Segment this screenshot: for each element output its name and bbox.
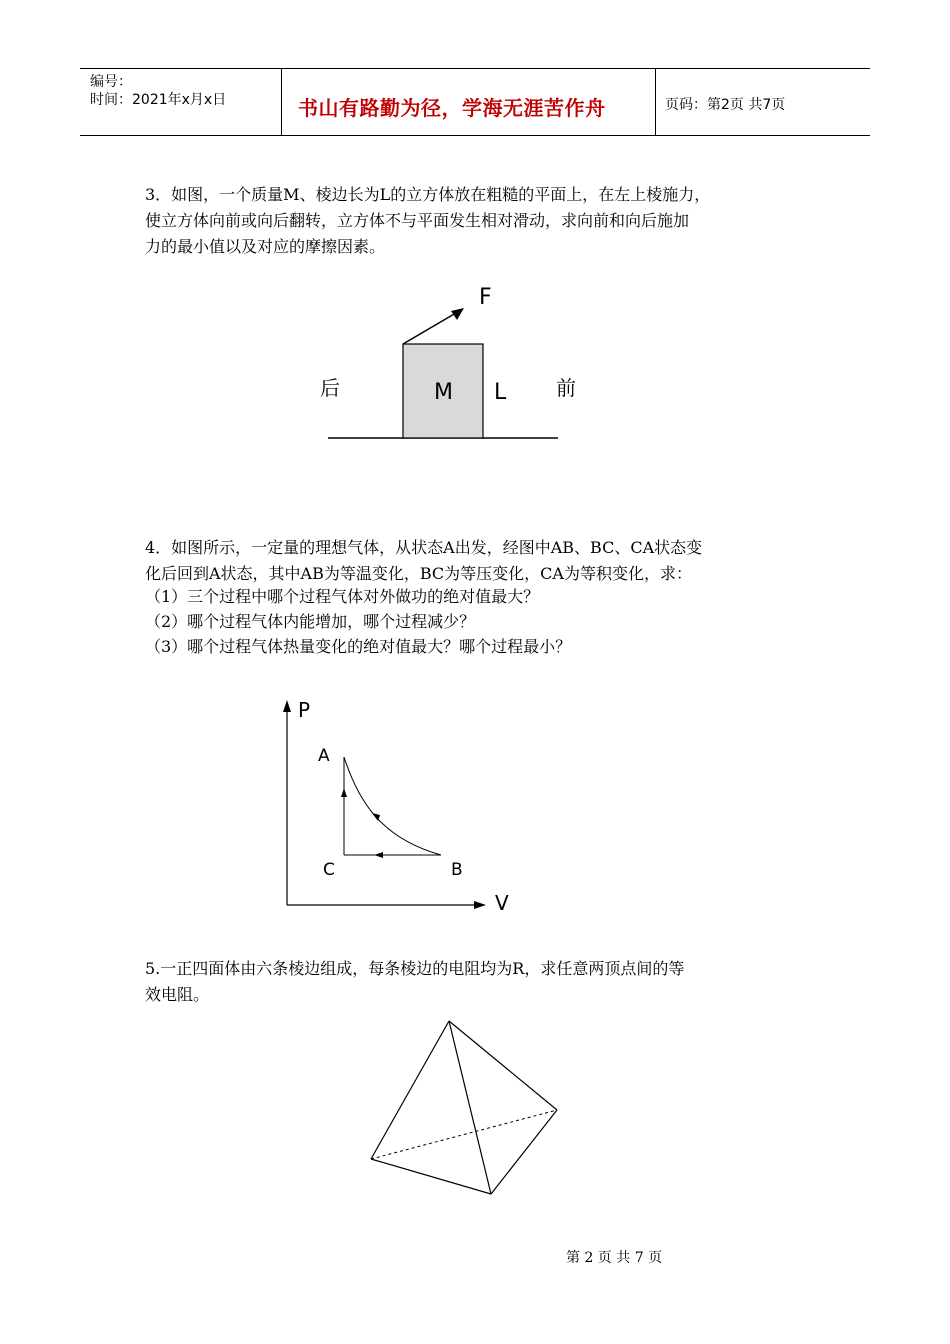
header-code: 编号：	[90, 74, 132, 90]
q5-line-1: 5.一正四面体由六条棱边组成，每条棱边的电阻均为R，求任意两顶点间的等	[145, 959, 685, 978]
q4-v-label: V	[495, 891, 509, 915]
header-time: 时间：2021年x月x日	[90, 92, 227, 108]
footer-page-number: 第 2 页 共 7 页	[566, 1250, 663, 1266]
q4-line-2: 化后回到A状态，其中AB为等温变化，BC为等压变化，CA为等积变化，求：	[145, 564, 692, 583]
q3-front-label: 前	[556, 376, 576, 400]
q3-force-label: F	[479, 285, 492, 310]
q3-mass-label: M	[434, 380, 453, 405]
q3-line-3: 力的最小值以及对应的摩擦因素。	[145, 237, 386, 256]
q4-c-label: C	[323, 860, 335, 880]
q4-sub-1: （1）三个过程中哪个过程气体对外做功的绝对值最大？	[145, 587, 540, 606]
header-motto: 书山有路勤为径，学海无涯苦作舟	[298, 96, 606, 120]
q3-back-label: 后	[320, 376, 340, 400]
q4-line-1: 4．如图所示，一定量的理想气体，从状态A出发，经图中AB、BC、CA状态变	[145, 538, 703, 557]
q5-edge-hidden	[371, 1110, 557, 1159]
q5-edge-top-right	[449, 1021, 557, 1110]
q5-edge-left-bottom	[371, 1159, 491, 1194]
q4-a-label: A	[318, 746, 330, 766]
header-page-info: 页码：第2页 共7页	[665, 97, 786, 113]
q5-edge-top-bottom	[449, 1021, 491, 1194]
q3-line-2: 使立方体向前或向后翻转，立方体不与平面发生相对滑动，求向前和向后施加	[145, 211, 690, 230]
q5-edge-top-left	[371, 1021, 449, 1159]
q5-line-2: 效电阻。	[145, 985, 210, 1004]
q5-edge-right-bottom	[491, 1110, 557, 1194]
q3-line-1: 3．如图，一个质量M、棱边长为L的立方体放在粗糙的平面上，在左上棱施力，	[145, 185, 711, 204]
q3-edge-label: L	[494, 380, 507, 405]
q4-b-label: B	[451, 860, 463, 880]
q4-p-label: P	[298, 698, 311, 722]
q4-sub-3: （3）哪个过程气体热量变化的绝对值最大？哪个过程最小？	[145, 637, 572, 656]
q4-sub-2: （2）哪个过程气体内能增加，哪个过程减少？	[145, 612, 476, 631]
